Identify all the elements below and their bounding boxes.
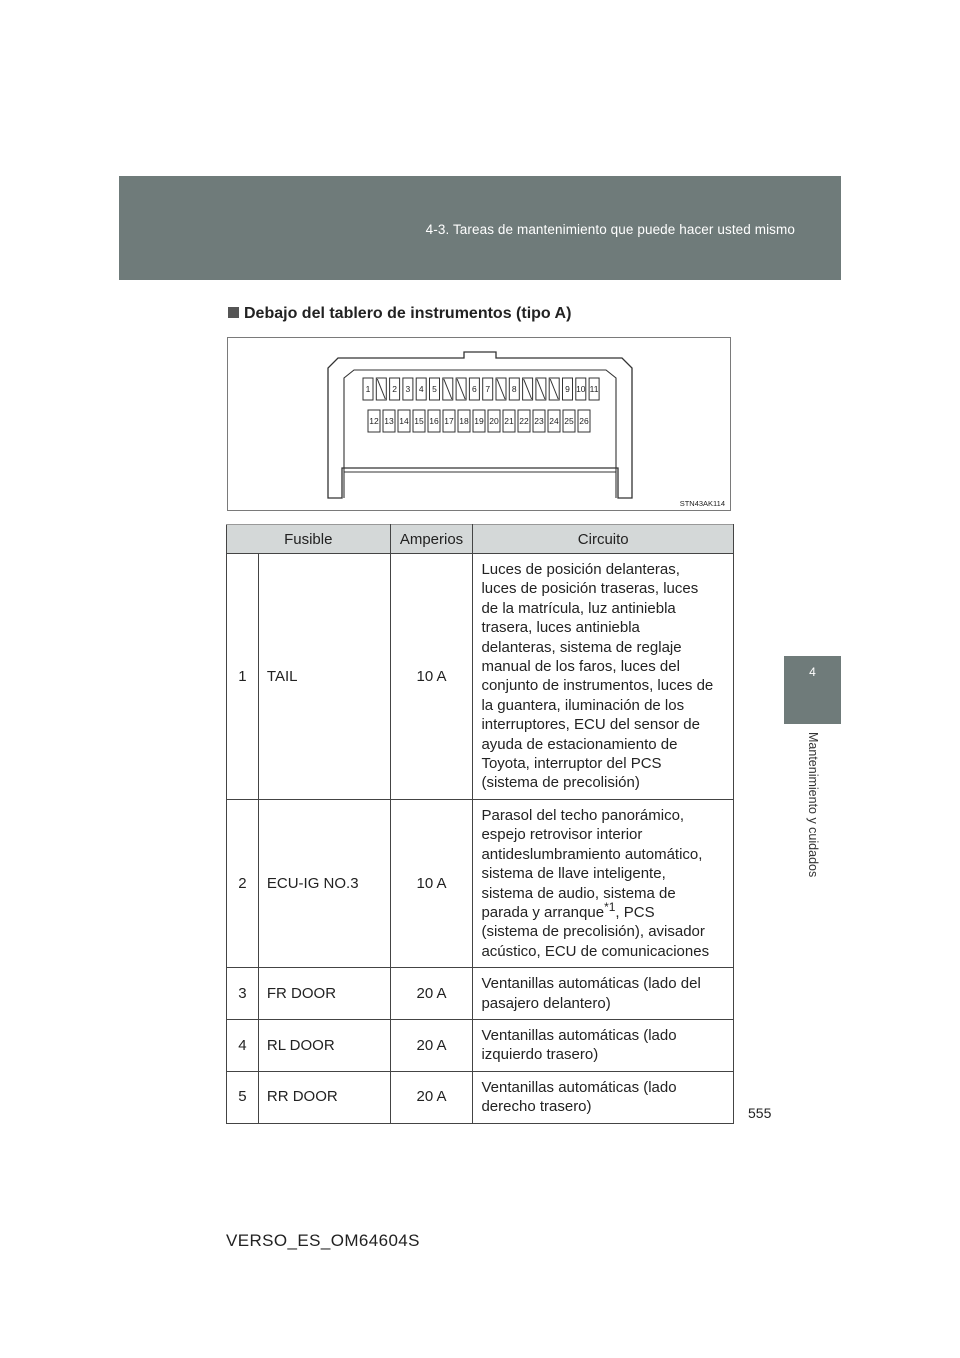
header-circuit: Circuito [473,525,734,554]
circuit-line: izquierdo trasero) [481,1046,599,1064]
fuse-amperage: 20 A [390,968,473,1020]
fuse-slot [413,410,425,432]
circuit-line: sistema de audio, sistema de [481,884,676,902]
fuse-slot-number: 9 [565,384,570,394]
document-code: VERSO_ES_OM64604S [226,1231,420,1250]
fuse-slot [533,410,545,432]
fuse-slot [496,378,506,400]
subheading [228,305,571,323]
fuse-slot-number: 20 [489,416,499,426]
fuse-amperage: 10 A [390,554,473,800]
fuse-slot-number: 3 [405,384,411,394]
page-number: 555 [748,1105,772,1121]
fuse-slot [403,378,413,400]
circuit-line: acústico, ECU de comunicaciones [481,942,710,960]
circuit-line: Parasol del techo panorámico, [481,806,685,824]
table-row [227,799,734,967]
fuse-number: 4 [227,1019,259,1071]
fuse-slot [536,378,546,400]
fuse-amperage: 20 A [390,1019,473,1071]
circuit-text: parada y arranque [481,903,605,921]
footnote-marker: *1 [604,899,616,914]
header-amps: Amperios [390,525,473,554]
fuse-number: 5 [227,1071,259,1123]
circuit-line: conjunto de instrumentos, luces de [481,677,714,695]
circuit-line: (sistema de precolisión) [481,774,640,792]
fuse-slot [589,378,599,400]
circuit-line: derecho trasero) [481,1098,592,1116]
fuse-box-diagram [228,338,732,512]
circuit-text: , PCS [615,903,655,921]
fuse-slot [430,378,440,400]
fuse-slot-number: 10 [576,384,586,394]
fuse-slot-number: 6 [472,384,477,394]
fuse-slot-number: 13 [384,416,394,426]
fuse-slot-number: 14 [399,416,409,426]
fuse-slot-number: 5 [432,384,437,394]
header-fuse: Fusible [227,525,391,554]
circuit-line: delanteras, sistema de reglaje [481,638,682,656]
fuse-slot [509,378,519,400]
fuse-number: 3 [227,968,259,1020]
fuse-slot [390,378,400,400]
circuit-line: ayuda de estacionamiento de [481,735,678,753]
fuse-slot [443,378,453,400]
fuse-circuit [473,1071,734,1123]
fuse-name: FR DOOR [258,968,390,1020]
circuit-line: Ventanillas automáticas (lado [481,1078,677,1096]
fuse-slot-number: 7 [485,384,491,394]
fuse-slot [483,378,493,400]
fuse-slot [563,378,573,400]
circuit-line: (sistema de precolisión), avisador [481,923,705,941]
figure-code: STN43AK114 [679,499,725,508]
square-bullet-icon [228,307,239,318]
fuse-slot [548,410,560,432]
fuse-slot [376,378,386,400]
circuit-line: trasera, luces antiniebla [481,619,640,637]
fuse-slot [398,410,410,432]
fuse-slot-number: 22 [519,416,529,426]
fuse-slot-number: 19 [474,416,484,426]
fuse-number: 2 [227,799,259,967]
circuit-line: Ventanillas automáticas (lado [481,1026,677,1044]
table-header-row [227,525,734,554]
fuse-circuit [473,799,734,967]
fuse-slot-number: 26 [579,416,589,426]
fuse-box-figure [227,337,731,511]
fuse-slot-number: 25 [564,416,574,426]
section-title: 4-3. Tareas de mantenimiento que puede hacer usted mismo [425,222,795,237]
fuse-slot [518,410,530,432]
fuse-slot [488,410,500,432]
fuse-slot-number: 4 [418,384,424,394]
circuit-line: pasajero delantero) [481,994,611,1012]
fuse-slot [456,378,466,400]
circuit-line: sistema de llave inteligente, [481,865,666,883]
chapter-label: Mantenimiento y cuidados [806,732,820,878]
fuse-circuit [473,554,734,800]
fuse-slot-number: 11 [589,384,599,394]
fuse-slot-number: 12 [369,416,379,426]
fuse-slot [473,410,485,432]
fuse-slot [363,378,373,400]
fuse-slot [383,410,395,432]
header-band [119,176,841,280]
subheading-text: Debajo del tablero de instrumentos (tipo A) [244,305,572,322]
circuit-line [481,899,723,922]
fuse-slot [368,410,380,432]
fuse-slot [428,410,440,432]
chapter-tab [784,656,841,724]
circuit-line: antideslumbramiento automático, [481,845,703,863]
circuit-line: Ventanillas automáticas (lado del [481,975,701,993]
circuit-line: manual de los faros, luces del [481,658,680,676]
fuse-slot [458,410,470,432]
fuse-slot-number: 23 [534,416,544,426]
fuse-table [226,524,734,1124]
fuse-name: RR DOOR [258,1071,390,1123]
circuit-line: la guantera, iluminación de los [481,696,685,714]
fuse-slot-number: 18 [459,416,469,426]
circuit-line: Toyota, interruptor del PCS [481,755,662,773]
fuse-slot-number: 15 [414,416,424,426]
fuse-slot-number: 1 [365,384,371,394]
fuse-name: ECU-IG NO.3 [258,799,390,967]
fuse-amperage: 20 A [390,1071,473,1123]
fuse-slot-number: 17 [444,416,454,426]
fuse-name: TAIL [258,554,390,800]
fuse-circuit [473,968,734,1020]
fuse-slot-number: 8 [511,384,517,394]
housing-base [344,472,616,498]
fuse-slot [578,410,590,432]
circuit-line: espejo retrovisor interior [481,826,643,844]
fuse-number: 1 [227,554,259,800]
fuse-slot-number: 21 [504,416,514,426]
fuse-slot [416,378,426,400]
circuit-line: de la matrícula, luz antiniebla [481,599,676,617]
fuse-slot-number: 24 [549,416,559,426]
table-row [227,1071,734,1123]
circuit-line: interruptores, ECU del sensor de [481,716,700,734]
fuse-name: RL DOOR [258,1019,390,1071]
fuse-slot [443,410,455,432]
fuse-slot [523,378,533,400]
table-row [227,1019,734,1071]
circuit-line: luces de posición traseras, luces [481,580,699,598]
fuse-slot [503,410,515,432]
fuse-slot [576,378,586,400]
circuit-line: Luces de posición delanteras, [481,561,680,578]
table-row [227,554,734,800]
fuse-slot [549,378,559,400]
fuse-slot [469,378,479,400]
fuse-slot-number: 2 [392,384,397,394]
fuse-slot-number: 16 [429,416,439,426]
fuse-amperage: 10 A [390,799,473,967]
fuse-circuit [473,1019,734,1071]
table-row [227,968,734,1020]
chapter-number: 4 [809,665,816,679]
fuse-slot [563,410,575,432]
